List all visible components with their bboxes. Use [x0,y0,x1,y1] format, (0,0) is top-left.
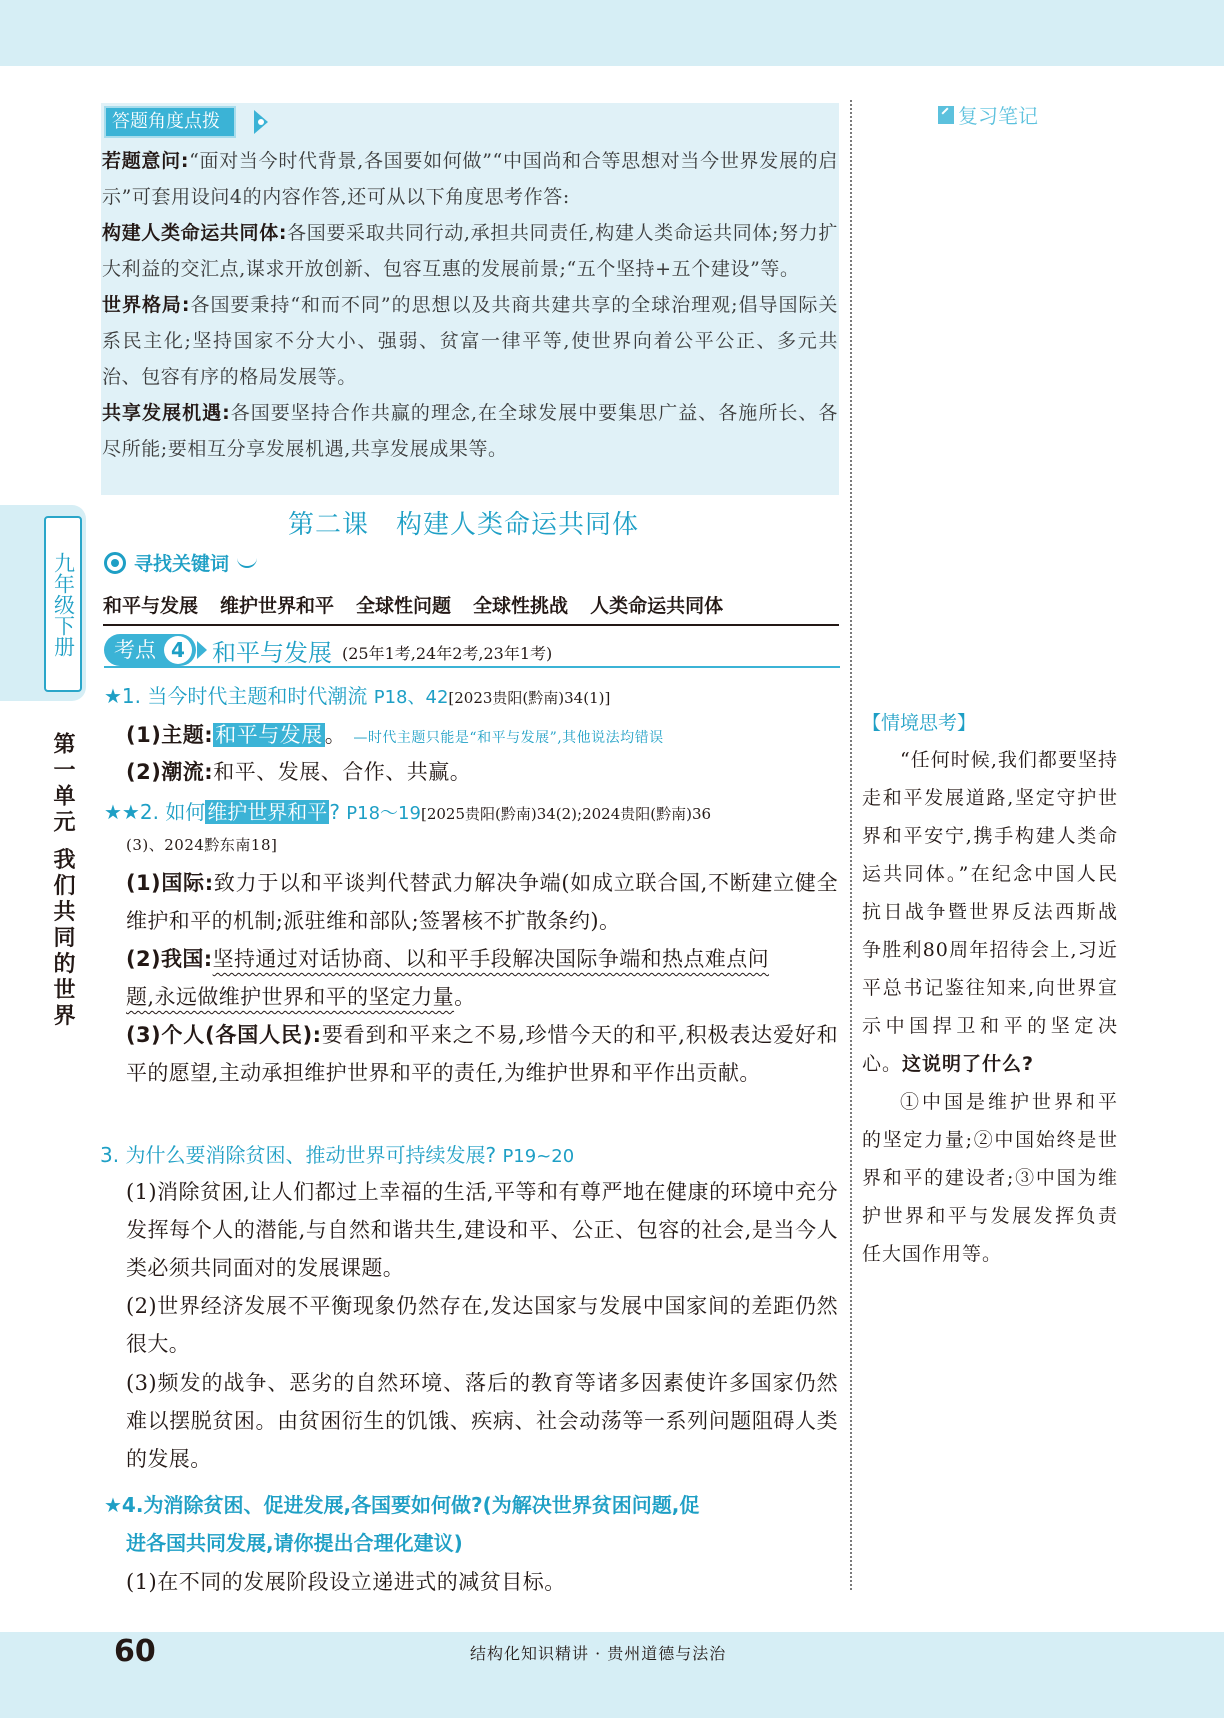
review-note-text: 复习笔记 [958,104,1038,128]
kaodian-number: 4 [164,636,192,664]
question-star: ★1. [104,684,142,708]
scenario-body [862,741,1118,1273]
answer-paragraph [126,1016,838,1092]
q3-answer-2: (2)世界经济发展不平衡现象仍然存在,发达国家与发展中国家间的差距仍然很大。 [126,1294,838,1356]
tip-text [102,143,838,467]
question-ref: [2025贵阳(黔南)34(2);2024贵阳(黔南)36 [420,805,712,823]
lesson-title: 第二课 构建人类命运共同体 [288,510,640,540]
keyword-item: 全球性问题 [356,595,452,617]
tip-content: 各国要采取共同行动,承担共同责任,构建人类命运共同体;努力扩大利益的交汇点,谋求开放创新、包容互惠的发展前景;“五个坚持+五个建设”等。 [102,222,838,280]
keyword-item: 全球性挑战 [473,595,569,617]
question-1 [104,680,610,709]
question-star: ★4. [104,1493,144,1517]
kaodian-title: 和平与发展 [212,639,332,667]
tip-content: “面对当今时代背景,各国要如何做”“中国尚和合等思想对当今世界发展的启示”可套用设问4的内容作答,还可从以下角度思考作答: [102,150,838,208]
question-text: ? [329,800,340,824]
scenario-answer: ①中国是维护世界和平的坚定力量;②中国始终是世界和平的建设者;③中国为维护世界和平与发展发挥负责任大国作用等。 [862,1091,1118,1265]
keyword-list [103,591,839,626]
tip-label: 世界格局: [102,294,191,316]
question-pages: P18、42 [373,687,449,708]
q3-answer-3: (3)频发的战争、恶劣的自然环境、落后的教育等诸多因素使许多国家仍然难以摆脱贫困。由贫困衍生的饥饿、疾病、社会动荡等一系列问题阻碍人类的发展。 [126,1371,838,1471]
highlighted-answer: 和平与发展 [215,723,323,747]
q1-answer-1 [126,719,664,749]
question-text: 当今时代主题和时代潮流 [147,684,368,708]
question-text: 为消除贫困、促进发展,各国要如何做?(为解决世界贫困问题,促 [143,1493,700,1517]
answer-label: (1)主题: [126,723,214,747]
tip-content: 各国要秉持“和而不同”的思想以及共商共建共享的全球治理观;倡导国际关系民主化;坚持国家不分大小、强弱、贫富一律平等,使世界向着公平公正、多元共治、包容有序的格局发展等。 [102,294,838,388]
answer-content: 致力于以和平谈判代替武力解决争端(如成立联合国,不断建立健全维护和平的机制;派驻维和部队;签署核不扩散条约)。 [126,871,838,933]
scenario-text [862,741,1118,1083]
wavy-underlined-text: 题,永远做维护世界和平的坚定力量 [126,985,455,1009]
pencil-note-icon [938,106,954,124]
page-number: 60 [114,1634,156,1669]
tip-content: 各国要坚持合作共赢的理念,在全球发展中要集思广益、各施所长、各尽所能;要相互分享发展机遇,共享发展成果等。 [102,402,838,460]
top-band [0,0,1224,66]
answer-label: (3)个人(各国人民): [126,1023,322,1047]
wavy-underlined-text: 坚持通过对话协商、以和平手段解决国际争端和热点难点问 [212,947,770,971]
kaodian-label: 考点 [104,634,196,666]
question-pages: P18～19 [346,803,421,824]
question-text: 为什么要消除贫困、推动世界可持续发展? [125,1143,497,1167]
question-ref: [2023贵阳(黔南)34(1)] [448,689,611,707]
tip-paragraph [102,215,838,287]
q2-answer-1 [126,864,838,940]
answer-end: 。 [324,723,347,747]
answer-label: (2)潮流: [126,760,214,784]
tip-label: 构建人类命运共同体: [102,222,288,244]
keyword-item: 维护世界和平 [220,595,335,617]
question-star: ★★2. [104,800,159,824]
q3-answer-1: (1)消除贫困,让人们都过上幸福的生活,平等和有尊严地在健康的环境中充分发挥每个人的潜能,与自然和谐共生,建设和平、公正、包容的社会,是当今人类必须共同面对的发展课题。 [126,1180,838,1280]
swirl-icon [237,558,257,568]
grade-label: 九年级下册 [44,516,82,692]
tip-paragraph [102,287,838,395]
kaodian-meta: (25年1考,24年2考,23年1考) [342,644,553,663]
question-3 [100,1139,574,1168]
answer-label: (2)我国: [126,947,213,971]
scenario-question: 这说明了什么? [902,1053,1035,1075]
target-icon [104,552,126,574]
question-2 [104,796,711,825]
keyword-item: 人类命运共同体 [590,595,724,617]
q2-answer-3 [126,1016,838,1092]
question-text: 进各国共同发展,请你提出合理化建议) [126,1531,463,1555]
tip-paragraph [102,143,838,215]
answer-paragraph [126,978,838,1016]
answer-end: 。 [454,985,476,1009]
tip-label: 若题意问: [102,150,190,172]
inline-note: —时代主题只能是“和平与发展”,其他说法均错误 [353,730,664,746]
unit-label: 第一单元 我们共同的世界 [50,732,75,1030]
q4-answer-1: (1)在不同的发展阶段设立递进式的减贫目标。 [126,1570,566,1594]
question-pages: P19~20 [502,1146,575,1167]
review-note-label [938,100,1038,129]
kaodian-arrow-icon [197,641,207,659]
tip-tag-dot-icon [258,119,264,125]
tip-tag: 答题角度点拨 [104,106,236,138]
q2-answer-2 [126,940,838,1016]
q1-answer-2 [126,756,471,786]
footer-title: 结构化知识精讲 · 贵州道德与法治 [470,1644,727,1663]
answer-paragraph [126,864,838,940]
keywords-heading [104,549,257,576]
keyword-item: 和平与发展 [103,595,199,617]
question-4 [104,1486,840,1562]
question-number: 3. [100,1143,120,1167]
question-text: 如何 [165,800,206,824]
answer-label: (1)国际: [126,871,214,895]
scenario-quote: “任何时候,我们都要坚持走和平发展道路,坚定守护世界和平安宁,携手构建人类命运共同体。”在纪念中国人民抗日战争暨世界反法西斯战争胜利80周年招待会上,习近平总书记鉴往知来,向世界宣示中国捍卫和平的坚定决心。 [862,749,1118,1075]
column-divider [850,100,852,1590]
question-ref-continued: (3)、2024黔东南18] [126,836,278,854]
tip-paragraph [102,395,838,467]
answer-content: 要看到和平来之不易,珍惜今天的和平,积极表达爱好和平的愿望,主动承担维护世界和平的责任,为维护世界和平作出贡献。 [126,1023,838,1085]
answer-paragraph [126,940,838,978]
answer-content: 和平、发展、合作、共赢。 [213,760,472,784]
highlighted-question: 维护世界和平 [207,800,328,824]
tip-label: 共享发展机遇: [102,402,231,424]
keywords-heading-text: 寻找关键词 [134,553,230,575]
scenario-heading: 【情境思考】 [862,712,977,734]
